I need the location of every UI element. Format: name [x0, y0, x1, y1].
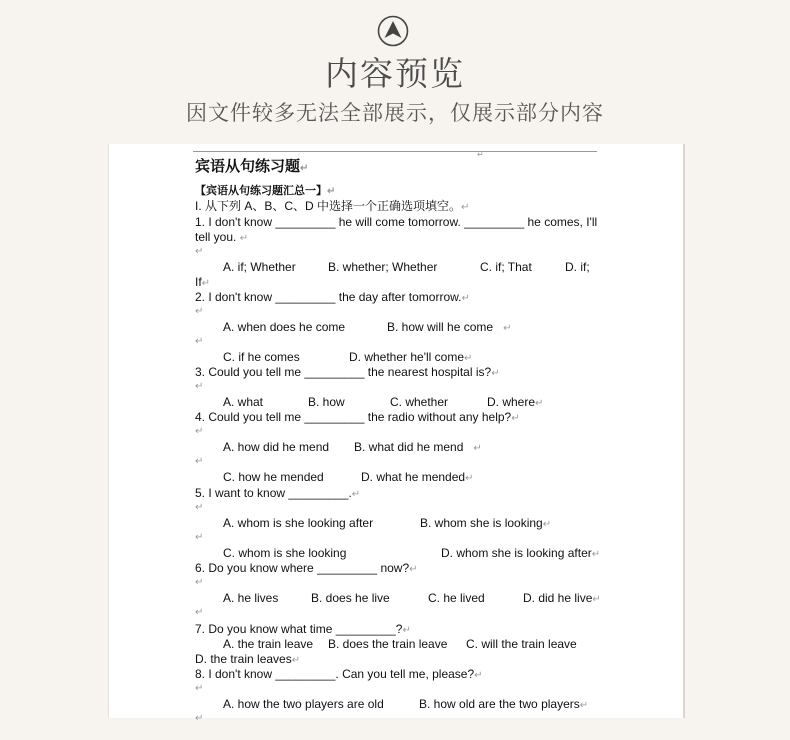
header-rule [193, 150, 597, 159]
paragraph-mark: ↵ [195, 577, 204, 588]
option: C. whether [390, 395, 449, 409]
option: B. how old are the two players↵ [419, 697, 589, 711]
option: C. will the train leave [466, 637, 577, 651]
question-stem: 2. I don't know _________ the day after tomorrow.↵ [195, 290, 470, 304]
option: C. he lived [428, 591, 485, 605]
question-stem: 5. I want to know _________.↵ [195, 486, 361, 500]
option: B. whom she is looking↵ [420, 516, 552, 530]
question-stem: 6. Do you know where _________ now?↵ [195, 561, 418, 575]
option: A. what [223, 395, 264, 409]
paragraph-mark: ↵ [195, 532, 204, 543]
paragraph-mark: ↵ [195, 306, 204, 317]
paragraph-mark: ↵ [195, 336, 204, 347]
option-wrap: D. the train leaves↵ [195, 652, 301, 666]
option: B. how will he come ↵ [387, 320, 512, 334]
option: A. when does he come [223, 320, 346, 334]
paragraph-mark: ↵ [195, 456, 204, 467]
question-stem: 1. I don't know _________ he will come tomorrow. _________ he comes, I'll [195, 215, 598, 229]
question-stem: 3. Could you tell me _________ the nearest hospital is?↵ [195, 365, 500, 379]
option: B. does the train leave [328, 637, 448, 651]
question-stem: 8. I don't know _________. Can you tell me, please?↵ [195, 667, 483, 681]
paragraph-mark: ↵ [461, 202, 470, 213]
option: D. if; [565, 260, 590, 274]
option: B. whether; Whether [328, 260, 438, 274]
option: D. where↵ [487, 395, 544, 409]
page-title: 内容预览 [325, 54, 465, 93]
document-title: 宾语从句练习题↵ [195, 159, 309, 175]
section-label: 【宾语从句练习题汇总一】↵ [195, 185, 336, 197]
option: B. does he live [311, 591, 390, 605]
option: D. whether he'll come↵ [349, 350, 473, 364]
paragraph-mark: ↵ [195, 426, 204, 437]
instruction: I. 从下列 A、B、C、D 中选择一个正确选项填空。↵ [195, 199, 470, 213]
option: A. he lives [223, 591, 279, 605]
option: D. what he mended↵ [361, 470, 474, 484]
option: D. did he live↵ [523, 591, 601, 605]
option: A. whom is she looking after [223, 516, 374, 530]
question-stem: 4. Could you tell me _________ the radio without any help?↵ [195, 410, 520, 424]
option: C. whom is she looking [223, 546, 347, 560]
document-preview [108, 144, 685, 724]
option-wrap: If↵ [195, 275, 211, 289]
option: A. how did he mend [223, 440, 330, 454]
paragraph-mark: ↵ [195, 607, 204, 618]
option: A. if; Whether [223, 260, 296, 274]
option: A. the train leave [223, 637, 314, 651]
paragraph-mark: ↵ [195, 381, 204, 392]
paragraph-mark: ↵ [195, 502, 204, 513]
arrow-up-circle-icon[interactable] [377, 15, 409, 47]
paragraph-mark: ↵ [195, 246, 204, 257]
option: B. what did he mend ↵ [354, 440, 482, 454]
question-stem-cont: tell you. ↵ [195, 230, 249, 244]
paragraph-mark: ↵ [477, 150, 484, 159]
paragraph-mark: ↵ [195, 713, 204, 724]
option: C. if; That [480, 260, 532, 274]
option: B. how [308, 395, 345, 409]
page-subtitle: 因文件较多无法全部展示，仅展示部分内容 [186, 101, 604, 125]
paragraph-mark: ↵ [327, 186, 336, 197]
paragraph-mark: ↵ [195, 683, 204, 694]
option: C. how he mended [223, 470, 324, 484]
option: C. if he comes [223, 350, 300, 364]
question-stem: 7. Do you know what time _________?↵ [195, 622, 411, 636]
paragraph-mark: ↵ [300, 163, 309, 174]
option: D. whom she is looking after↵ [441, 546, 601, 560]
option: A. how the two players are old [223, 697, 384, 711]
